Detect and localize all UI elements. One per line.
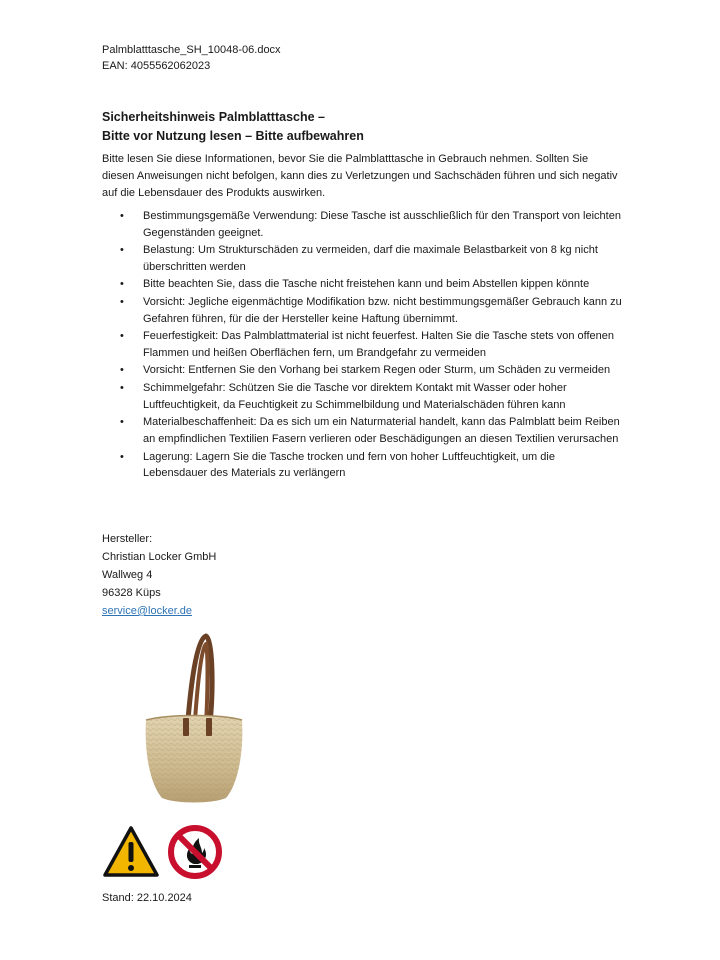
- bullet-icon: •: [120, 244, 124, 257]
- bullet-icon: •: [120, 278, 124, 291]
- document-heading: [102, 108, 364, 146]
- palm-leaf-bag-image: [140, 632, 246, 810]
- safety-note: [102, 208, 622, 241]
- bullet-icon: •: [120, 450, 124, 463]
- bullet-icon: •: [120, 382, 124, 395]
- safety-note: [102, 380, 622, 413]
- safety-note: [102, 294, 622, 327]
- manufacturer-street: Wallweg 4: [102, 569, 153, 581]
- note-text: Schimmelgefahr: Schützen Sie die Tasche vor direktem Kontakt mit Wasser oder hoher Luftfeuchtigkeit, da Feuchtigkeit zu Schimmelbildung und Materialschäden führen kann: [143, 382, 567, 411]
- bullet-icon: •: [120, 330, 124, 343]
- no-open-flame-icon: [167, 824, 223, 880]
- note-text: Vorsicht: Entfernen Sie den Vorhang bei starkem Regen oder Sturm, um Schäden zu vermeiden: [143, 364, 611, 377]
- bullet-icon: •: [120, 364, 124, 377]
- note-text: Vorsicht: Jegliche eigenmächtige Modifikation bzw. nicht bestimmungsgemäßer Gebrauch kann zu Gefahren führen, für die der Hersteller keine Haftung übernimmt.: [143, 296, 622, 325]
- note-text: Feuerfestigkeit: Das Palmblattmaterial ist nicht feuerfest. Halten Sie die Tasche stets von offenen Flammen und heißen Oberflächen fern, um Brandgefahr zu vermeiden: [143, 330, 615, 359]
- safety-note: [102, 362, 622, 379]
- heading-line-2: Bitte vor Nutzung lesen – Bitte aufbewahren: [102, 129, 364, 143]
- note-text: Materialbeschaffenheit: Da es sich um ein Naturmaterial handelt, kann das Palmblatt beim Reiben an empfindlichen Textilien Fasern verlieren oder Beschädigungen an diesen Textilien verursachen: [143, 416, 620, 445]
- safety-note: [102, 449, 622, 482]
- note-text: Belastung: Um Strukturschäden zu vermeiden, darf die maximale Belastbarkeit von 8 kg nicht überschritten werden: [143, 244, 598, 273]
- document-date: Stand: 22.10.2024: [102, 892, 192, 904]
- note-text: Bitte beachten Sie, dass die Tasche nicht freistehen kann und beim Abstellen kippen könnte: [143, 278, 590, 291]
- intro-paragraph: Bitte lesen Sie diese Informationen, bevor Sie die Palmblatttasche in Gebrauch nehmen. Sollten Sie diesen Anweisungen nicht befolgen, kann dies zu Verletzungen und Sachschäden führen und sich negativ auf die Lebensdauer des Produkts auswirken.: [102, 153, 618, 199]
- note-text: Bestimmungsgemäße Verwendung: Diese Tasche ist ausschließlich für den Transport von leichten Gegenständen geeignet.: [143, 210, 621, 239]
- file-name: Palmblatttasche_SH_10048-06.docx: [102, 44, 281, 56]
- manufacturer-city: 96328 Küps: [102, 587, 161, 599]
- manufacturer-label: Hersteller:: [102, 533, 153, 545]
- bullet-icon: •: [120, 210, 124, 222]
- manufacturer-block: [102, 530, 216, 620]
- bullet-icon: •: [120, 416, 124, 429]
- warning-triangle-icon: [103, 826, 159, 878]
- bullet-icon: •: [120, 296, 124, 309]
- safety-notes-list: [102, 208, 622, 483]
- safety-note: [102, 276, 622, 293]
- safety-note: [102, 414, 622, 447]
- ean-code: EAN: 4055562062023: [102, 60, 211, 72]
- safety-note: [102, 328, 622, 361]
- manufacturer-company: Christian Locker GmbH: [102, 551, 217, 563]
- manufacturer-email-link[interactable]: service@locker.de: [102, 605, 193, 617]
- note-text: Lagerung: Lagern Sie die Tasche trocken und fern von hoher Luftfeuchtigkeit, um die Lebensdauer des Materials zu verlängern: [143, 450, 555, 479]
- heading-line-1: Sicherheitshinweis Palmblatttasche –: [102, 110, 325, 124]
- document-meta: [102, 42, 281, 74]
- safety-note: [102, 242, 622, 275]
